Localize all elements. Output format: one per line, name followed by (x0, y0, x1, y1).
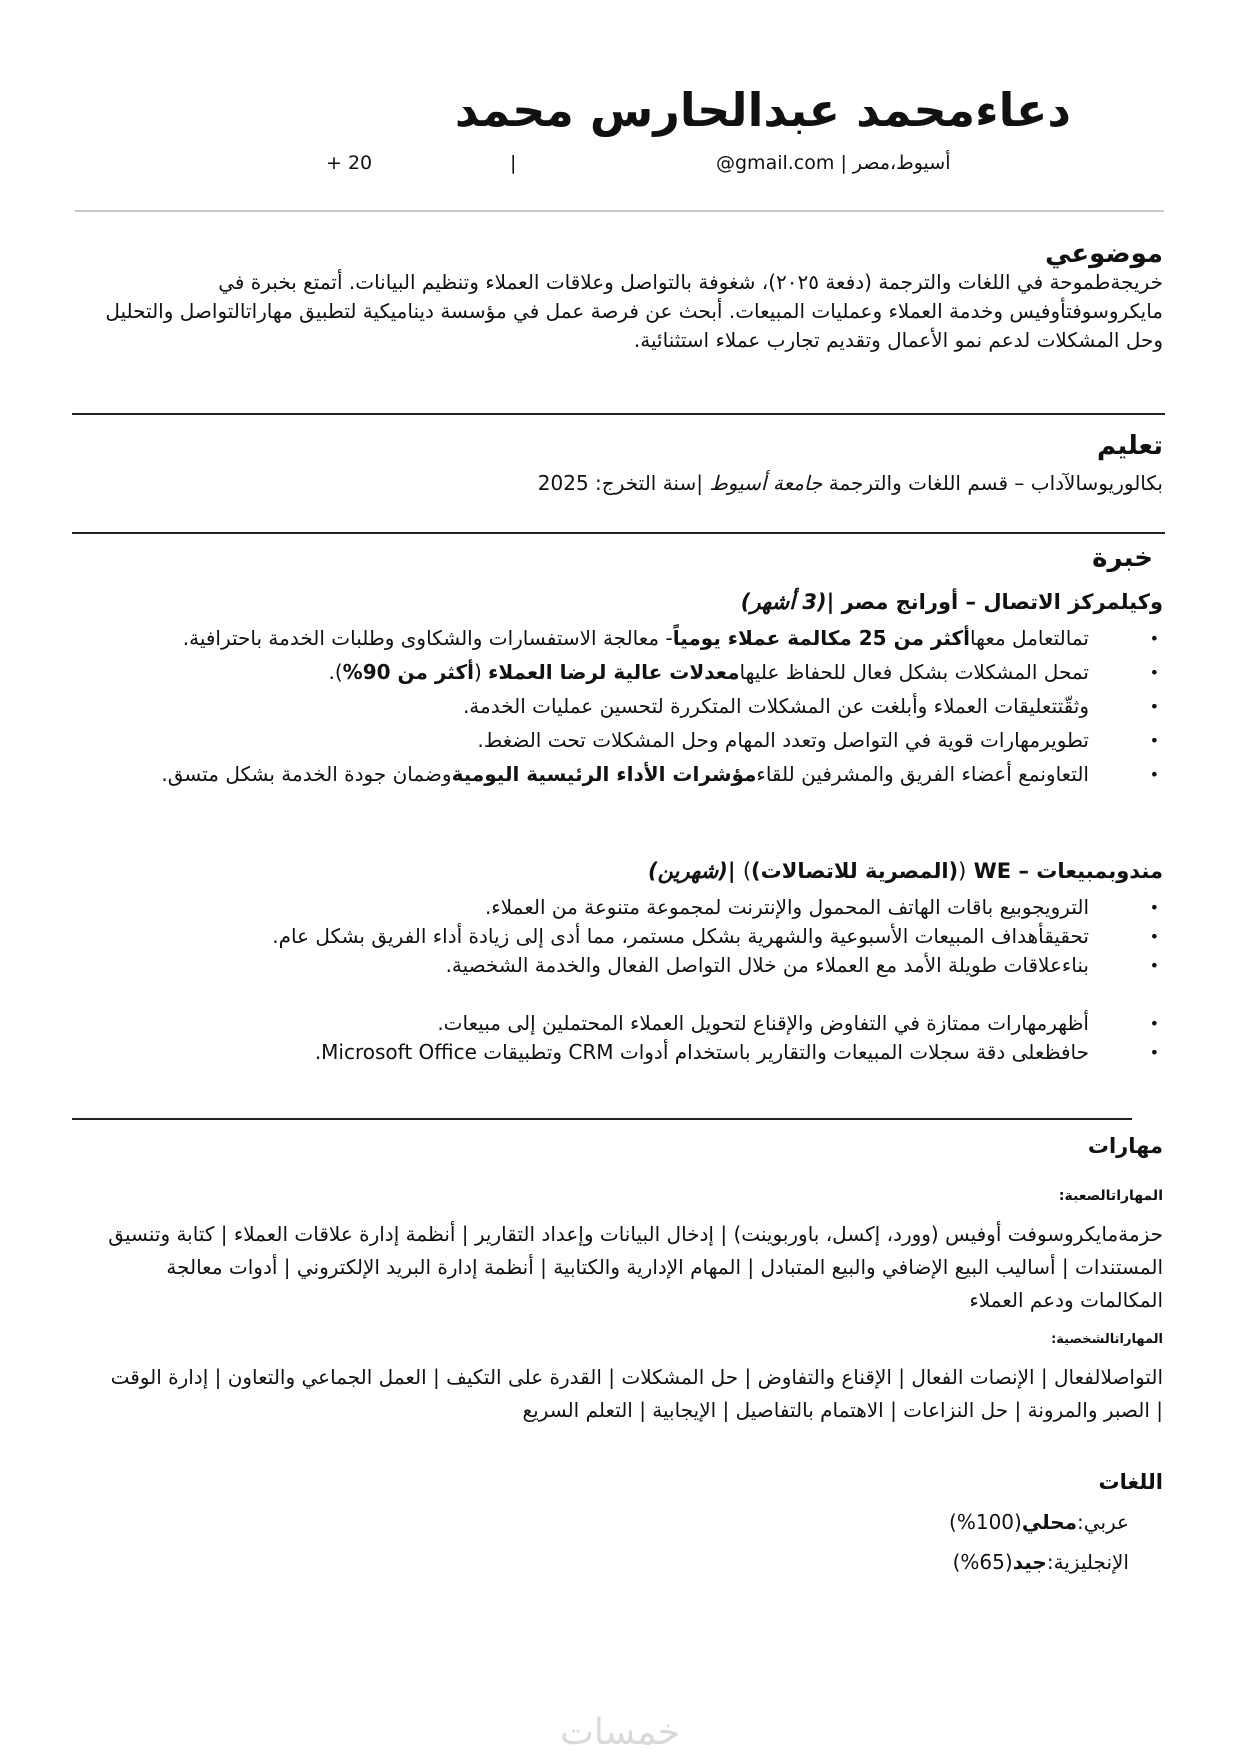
candidate-name: دعاءمحمد عبدالحارس محمد (454, 83, 1071, 137)
list-item: • أظهرمهارات ممتازة في التفاوض والإقناع لتحويل العملاء المحتملين إلى مبيعات. (89, 1009, 1089, 1038)
skills-heading: مهارات (1087, 1134, 1163, 1158)
contact-email-location: @gmail.com | أسيوط،مصر (716, 152, 951, 174)
list-item: • الترويجوبيع باقات الهاتف المحمول والإنترنت لمجموعة متنوعة من العملاء. (89, 893, 1089, 922)
graduation-year: |سنة التخرج: 2025 (537, 471, 710, 495)
language-item-english: الإنجليزية:جيد(65%) (952, 1550, 1129, 1574)
job-1-title: وكيلمركز الاتصال – أورانج مصر |(3 أشهر) (740, 590, 1163, 614)
header-divider (75, 210, 1164, 212)
job-1-bullets (89, 624, 1089, 789)
job-2-bullets (89, 893, 1089, 1067)
email: @gmail.com (716, 152, 835, 174)
section-divider (72, 413, 1165, 415)
university: جامعة أسيوط (709, 471, 823, 495)
soft-skills-text: التواصلالفعال | الإنصات الفعال | الإقناع والتفاوض | حل المشكلات | القدرة على التكيف | العمل الجماعي والتعاون | إدارة الوقت | الصبر والمرونة | حل النزاعات | الاهتمام بالتفاصيل | الإيجابية | التعلم السريع (110, 1365, 1163, 1422)
list-item: • تحقيقأهداف المبيعات الأسبوعية والشهرية بشكل مستمر، مما أدى إلى زيادة أداء الفريق بشكل عام. (89, 922, 1089, 951)
degree: بكالوريوسالآداب – قسم اللغات والترجمة (822, 471, 1163, 495)
education-heading: تعليم (1096, 431, 1163, 461)
list-item: • بناءعلاقات طويلة الأمد مع العملاء من خلال التواصل الفعال والخدمة الشخصية. (89, 951, 1089, 980)
soft-skills-heading: المهاراتالشخصية: (1051, 1332, 1163, 1347)
list-item: • تمالتعامل معهاأكثر من 25 مكالمة عملاء يومياً- معالجة الاستفسارات والشكاوى وطلبات الخدمة باحترافية. (89, 624, 1089, 653)
language-item-arabic: عربي:محلي(100%) (949, 1510, 1129, 1534)
list-item: • حافظعلى دقة سجلات المبيعات والتقارير باستخدام أدوات CRM وتطبيقات Microsoft Office. (89, 1038, 1089, 1067)
hard-skills-text: حزمةمايكروسوفت أوفيس (وورد، إكسل، باوربوينت) | إدخال البيانات وإعداد التقارير | أنظمة إدارة علاقات العملاء | كتابة وتنسيق المستندات | أساليب البيع الإضافي والبيع المتبادل | المهام الإدارية والكتابية | أنظمة إدارة البريد الإلكتروني | أدوات معالجة المكالمات ودعم العملاء (108, 1222, 1163, 1312)
job-1-duration: (3 أشهر) (740, 590, 827, 614)
list-item: • وثقّتتعليقات العملاء وأبلغت عن المشكلات المتكررة لتحسين عمليات الخدمة. (89, 692, 1089, 721)
section-divider (72, 1118, 1132, 1120)
objective-heading: موضوعي (1045, 239, 1163, 269)
education-line (103, 469, 1163, 498)
list-item: • التعاونمع أعضاء الفريق والمشرفين للقاءمؤشرات الأداء الرئيسية اليوميةوضمان جودة الخدمة بشكل متسق. (89, 760, 1089, 789)
section-divider (72, 532, 1165, 534)
hard-skills-heading: المهاراتالصعبة: (1058, 1188, 1163, 1204)
job-2-title: مندوبمبيعات – WE ((المصرية للاتصالات)) |(شهرين) (647, 859, 1163, 883)
job-2-duration: (شهرين) (647, 859, 728, 883)
list-item: • تطويرمهارات قوية في التواصل وتعدد المهام وحل المشكلات تحت الضغط. (89, 726, 1089, 755)
contact-separator: | (510, 152, 517, 174)
objective-text: خريجةطموحة في اللغات والترجمة (دفعة ٢٠٢٥)، شغوفة بالتواصل وعلاقات العملاء وتنظيم البيانات. أتمتع بخبرة في مايكروسوفتأوفيس وخدمة العملاء وعمليات المبيعات. أبحث عن فرصة عمل في مؤسسة ديناميكية لتطبيق مهاراتالتواصل والتحليل وحل المشكلات لدعم نمو الأعمال وتقديم تجارب عملاء استثنائية. (105, 270, 1163, 352)
watermark-logo: خمسات (559, 1712, 681, 1753)
experience-heading: خبرة (1092, 543, 1153, 573)
location: أسيوط،مصر (852, 152, 951, 174)
phone-number: + 20 (326, 152, 373, 174)
languages-heading: اللغات (1098, 1470, 1163, 1494)
list-item: • تمحل المشكلات بشكل فعال للحفاظ عليهامعدلات عالية لرضا العملاء (أكثر من 90%). (89, 658, 1089, 687)
